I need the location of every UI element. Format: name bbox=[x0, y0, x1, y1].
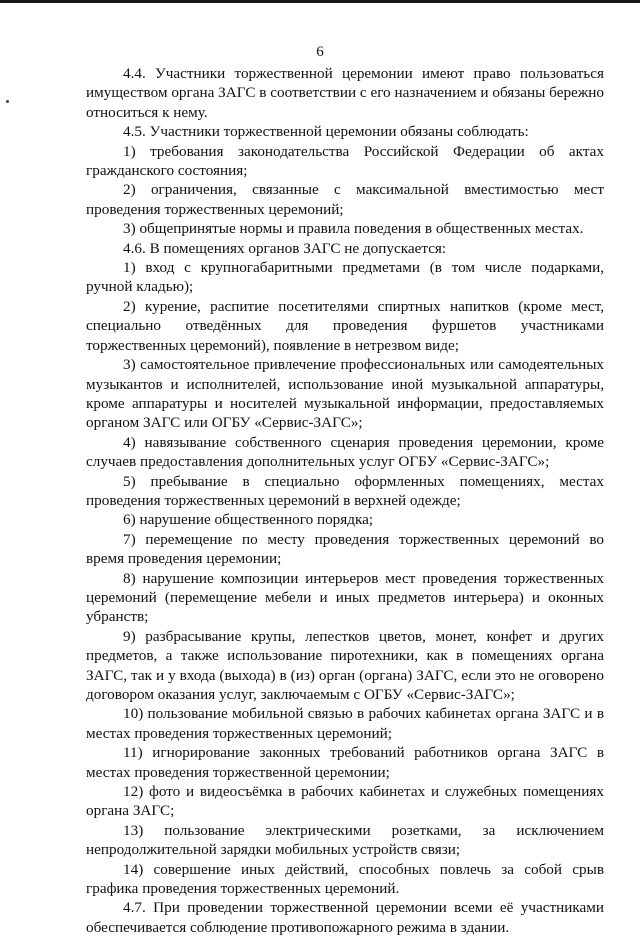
list-item: 12) фото и видеосъёмка в рабочих кабинетах и служебных помещениях органа ЗАГС; bbox=[86, 783, 604, 820]
paragraph-4-7: 4.7. При проведении торжественной церемонии всеми её участниками обеспечивается соблюдение противопожарного режима в здании. bbox=[86, 899, 604, 936]
list-item: 1) вход с крупногабаритными предметами (в том числе подарками, ручной кладью); bbox=[86, 259, 604, 296]
list-item: 11) игнорирование законных требований работников органа ЗАГС в местах проведения торжественной церемонии; bbox=[86, 744, 604, 781]
list-item: 1) требования законодательства Российской Федерации об актах гражданского состояния; bbox=[86, 142, 604, 180]
paragraph-4-5: 4.5. Участники торжественной церемонии обязаны соблюдать: bbox=[123, 123, 529, 141]
list-item: 10) пользование мобильной связью в рабочих кабинетах органа ЗАГС и в местах проведения торжественных церемоний; bbox=[86, 705, 604, 742]
list-item: 9) разбрасывание крупы, лепестков цветов, монет, конфет и других предметов, а также использование пиротехники, как в помещениях органа ЗАГС, так и у входа (выхода) в (из) орган (органа) ЗАГС, если это не оговорено договором оказания услуг, заключаемым с ОГБУ «Сервис-ЗАГС»; bbox=[86, 627, 604, 703]
list-item: 2) курение, распитие посетителями спиртных напитков (кроме мест, специально отведённых для проведения фуршетов участниками торжественных церемоний), появление в нетрезвом виде; bbox=[86, 297, 604, 354]
list-item: 2) ограничения, связанные с максимальной вместимостью мест проведения торжественных церемоний; bbox=[86, 181, 604, 218]
page-number: 6 bbox=[316, 44, 324, 60]
list-item: 3) общепринятые нормы и правила поведения в общественных местах. bbox=[123, 220, 584, 238]
list-item: 4) навязывание собственного сценария проведения церемонии, кроме случаев предоставления дополнительных услуг ОГБУ «Сервис-ЗАГС»; bbox=[86, 433, 604, 471]
paragraph-4-6: 4.6. В помещениях органов ЗАГС не допускается: bbox=[123, 239, 447, 257]
scan-speck bbox=[6, 100, 9, 103]
list-item: 3) самостоятельное привлечение профессиональных или самодеятельных музыкантов и исполнителей, использование иной музыкальной аппаратуры, кроме аппаратуры и носителей музыкальной информации, предоставляемых органом ЗАГС или ОГБУ «Сервис-ЗАГС»; bbox=[86, 356, 604, 432]
paragraph-4-4: 4.4. Участники торжественной церемонии имеют право пользоваться имуществом органа ЗАГС в соответствии с его назначением и обязаны бережно относиться к нему. bbox=[86, 65, 604, 121]
list-item: 14) совершение иных действий, способных повлечь за собой срыв графика проведения торжественных церемоний. bbox=[86, 860, 604, 898]
list-item: 13) пользование электрическими розетками, за исключением непродолжительной зарядки мобильных устройств связи; bbox=[86, 821, 604, 859]
list-item: 5) пребывание в специально оформленных помещениях, местах проведения торжественных церемоний в верхней одежде; bbox=[86, 472, 604, 509]
page-top-border bbox=[0, 0, 640, 3]
list-item: 8) нарушение композиции интерьеров мест проведения торжественных церемоний (перемещение мебели и иных предметов интерьера) и оконных убранств; bbox=[86, 569, 604, 626]
document-body bbox=[86, 64, 604, 937]
list-item: 7) перемещение по месту проведения торжественных церемоний во время проведения церемонии; bbox=[86, 530, 604, 568]
list-item: 6) нарушение общественного порядка; bbox=[123, 511, 374, 529]
